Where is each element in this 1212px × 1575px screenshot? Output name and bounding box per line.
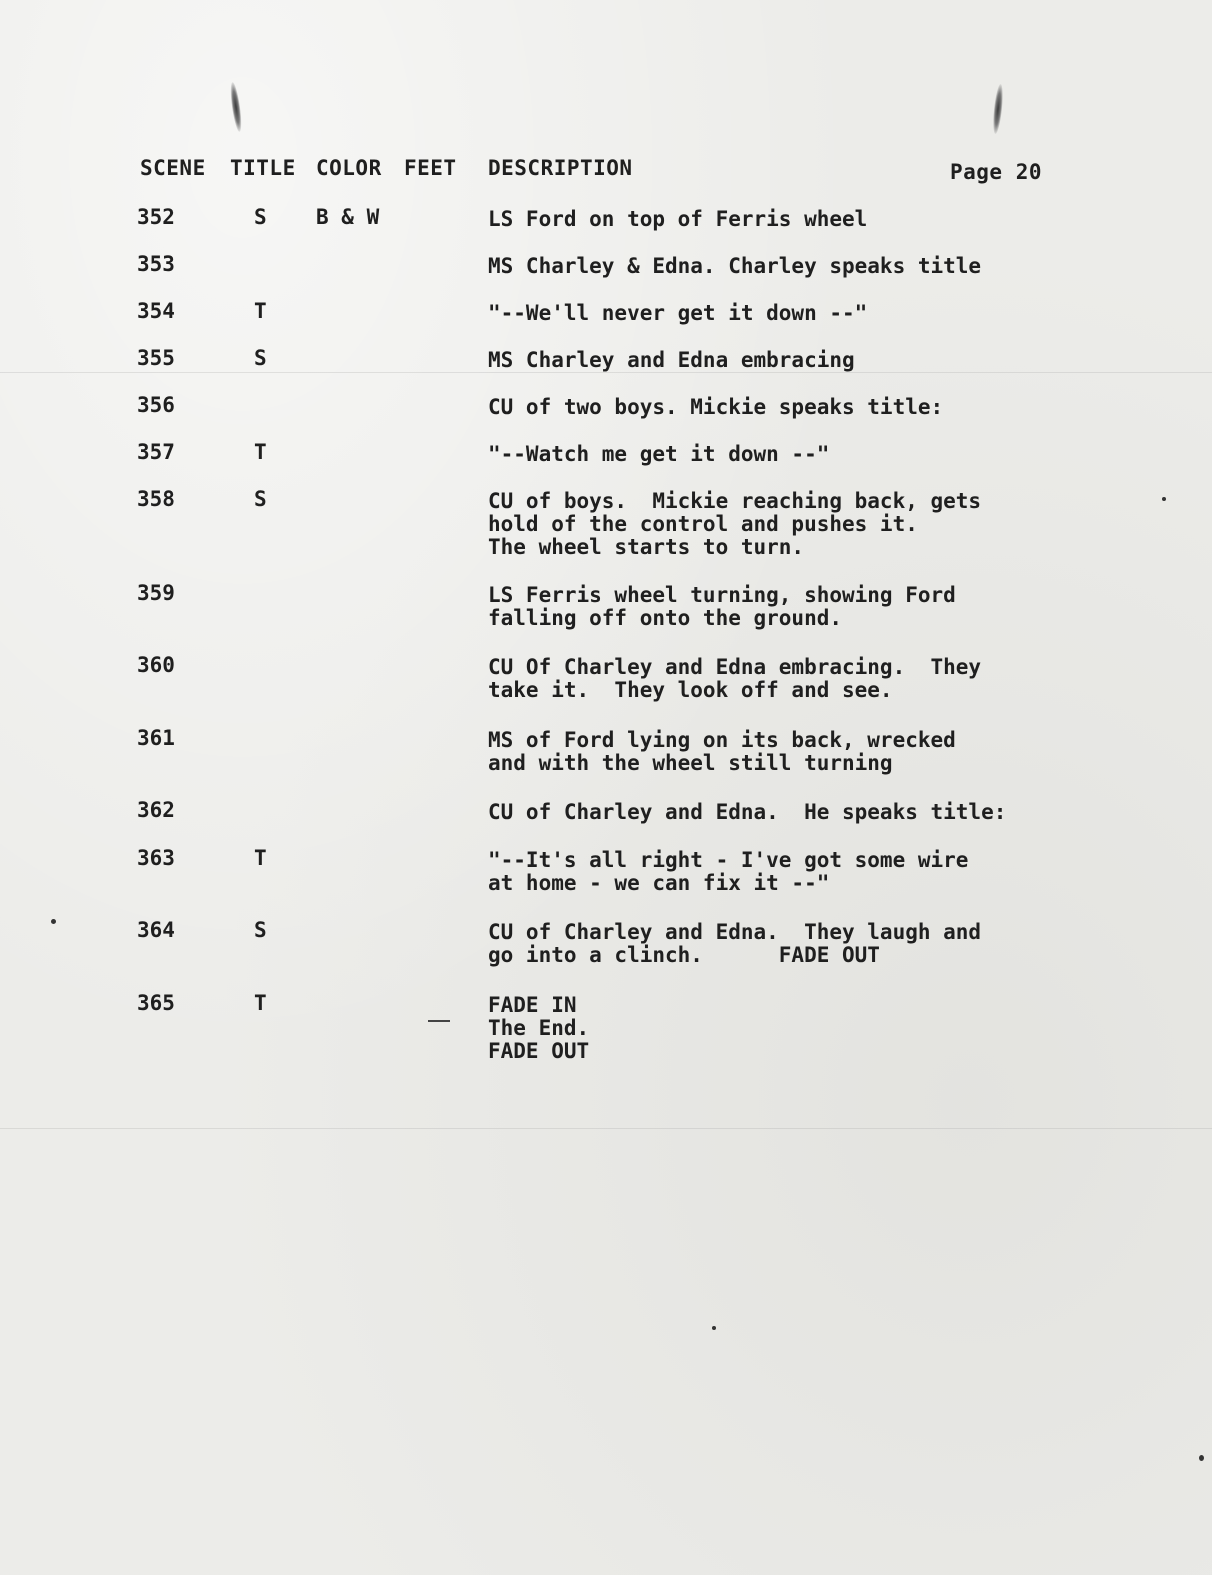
- title-code: T: [254, 299, 267, 323]
- title-code: T: [254, 846, 267, 870]
- scene-number: 364: [137, 918, 175, 942]
- scene-number: 356: [137, 393, 175, 417]
- scene-description: CU of Charley and Edna. He speaks title:: [488, 800, 1007, 824]
- title-code: T: [254, 991, 267, 1015]
- color-code: B & W: [316, 205, 380, 229]
- ink-speck: [1199, 1455, 1204, 1461]
- scene-description: MS Charley & Edna. Charley speaks title: [488, 254, 982, 278]
- header-scene: SCENE: [140, 156, 206, 180]
- title-code: S: [254, 487, 267, 511]
- scene-description: FADE IN The End. FADE OUT: [488, 993, 590, 1063]
- scene-number: 352: [137, 205, 175, 229]
- scene-description: "--We'll never get it down --": [488, 301, 868, 325]
- scene-number: 359: [137, 581, 175, 605]
- title-code: T: [254, 440, 267, 464]
- scene-description: "--Watch me get it down --": [488, 442, 830, 466]
- scene-description: "--It's all right - I've got some wire at home - we can fix it --": [488, 848, 969, 895]
- scene-description: CU of boys. Mickie reaching back, gets hold of the control and pushes it. The wheel starts to turn.: [488, 489, 982, 559]
- scene-description: CU of two boys. Mickie speaks title:: [488, 395, 944, 419]
- paper-crease: [0, 372, 1212, 373]
- scene-number: 355: [137, 346, 175, 370]
- stray-mark: [428, 1020, 450, 1022]
- scene-description: MS of Ford lying on its back, wrecked and with the wheel still turning: [488, 728, 956, 775]
- punch-hole: [229, 82, 244, 133]
- scene-description: MS Charley and Edna embracing: [488, 348, 855, 372]
- scene-number: 353: [137, 252, 175, 276]
- ink-speck: [1162, 497, 1166, 501]
- ink-speck: [712, 1326, 716, 1330]
- scene-number: 363: [137, 846, 175, 870]
- ink-speck: [51, 919, 56, 924]
- header-feet: FEET: [404, 156, 457, 180]
- scene-description: CU of Charley and Edna. They laugh and go into a clinch. FADE OUT: [488, 920, 982, 967]
- scene-description: CU Of Charley and Edna embracing. They take it. They look off and see.: [488, 655, 982, 702]
- scene-number: 354: [137, 299, 175, 323]
- scene-description: LS Ford on top of Ferris wheel: [488, 207, 868, 231]
- paper-crease: [0, 1128, 1212, 1129]
- header-description: DESCRIPTION: [488, 156, 633, 180]
- column-header: [0, 156, 1212, 184]
- scene-number: 360: [137, 653, 175, 677]
- scene-number: 362: [137, 798, 175, 822]
- header-color: COLOR: [316, 156, 382, 180]
- header-title: TITLE: [230, 156, 296, 180]
- title-code: S: [254, 205, 267, 229]
- scene-description: LS Ferris wheel turning, showing Ford falling off onto the ground.: [488, 583, 956, 630]
- scene-number: 365: [137, 991, 175, 1015]
- page-number: Page 20: [950, 160, 1043, 184]
- scene-number: 357: [137, 440, 175, 464]
- title-code: S: [254, 346, 267, 370]
- scene-number: 361: [137, 726, 175, 750]
- scene-number: 358: [137, 487, 175, 511]
- title-code: S: [254, 918, 267, 942]
- punch-hole: [991, 84, 1004, 135]
